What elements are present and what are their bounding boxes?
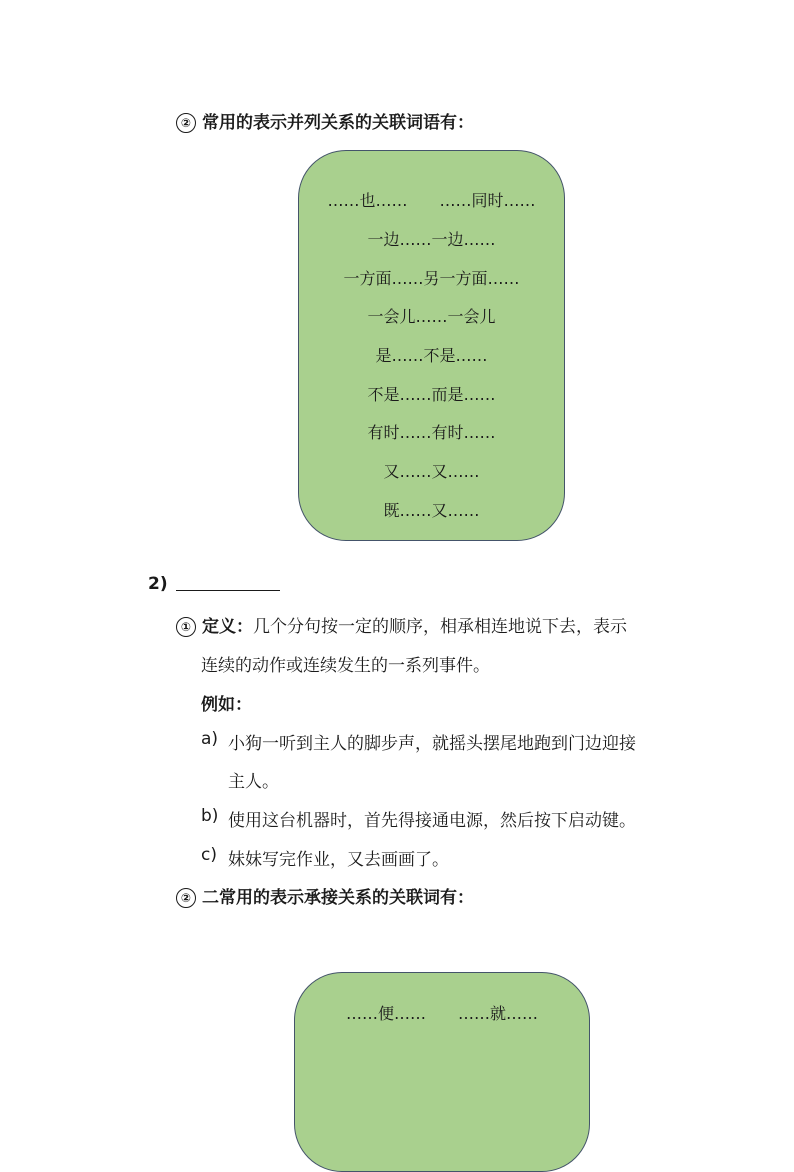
example-a-text-2: 主人。: [228, 772, 279, 792]
fill-in-blank: [176, 590, 280, 591]
box1-line: 一方面……另一方面……: [343, 269, 520, 288]
box1-line: 有时……有时……: [367, 423, 496, 442]
example-b-marker: b): [201, 806, 219, 826]
definition-label: 定义：: [202, 617, 253, 637]
definition-line-1: [176, 612, 627, 637]
circled-number-2: ②: [176, 888, 196, 908]
example-label: 例如：: [201, 695, 252, 715]
example-b-text: 使用这台机器时，首先得接通电源，然后按下启动键。: [228, 811, 636, 831]
section-1-heading: [176, 108, 474, 133]
box1-line: 一边……一边……: [367, 230, 496, 249]
sequential-conjunctions-box: [294, 972, 590, 1172]
example-a-marker: a): [201, 729, 219, 749]
section-2-number: [148, 574, 280, 594]
parallel-conjunctions-box: [298, 150, 565, 541]
box1-line: 是……不是……: [375, 346, 488, 365]
example-a-text: 小狗一听到主人的脚步声，就摇头摆尾地跑到门边迎接: [228, 734, 636, 754]
box1-line: 一会儿……一会儿: [367, 307, 496, 326]
section-2-common-heading-text: 二常用的表示承接关系的关联词有：: [202, 888, 474, 908]
section-1-heading-text: 常用的表示并列关系的关联词语有：: [202, 113, 474, 133]
box1-line: 既……又……: [383, 501, 480, 520]
box1-line: 不是……而是……: [367, 385, 496, 404]
box1-line: ……也…… ……同时……: [327, 191, 536, 210]
box1-line: 又……又……: [383, 462, 480, 481]
circled-number-1: ①: [176, 617, 196, 637]
section-2-common-heading: [176, 883, 474, 908]
definition-text-1: 几个分句按一定的顺序，相承相连地说下去，表示: [253, 617, 627, 637]
definition-text-2: 连续的动作或连续发生的一系列事件。: [201, 656, 490, 676]
example-c-text: 妹妹写完作业，又去画画了。: [228, 850, 449, 870]
box2-line: ……便…… ……就……: [345, 1004, 538, 1023]
circled-number-2: ②: [176, 113, 196, 133]
example-c-marker: c): [201, 845, 217, 865]
section-2-label: 2): [148, 574, 168, 594]
